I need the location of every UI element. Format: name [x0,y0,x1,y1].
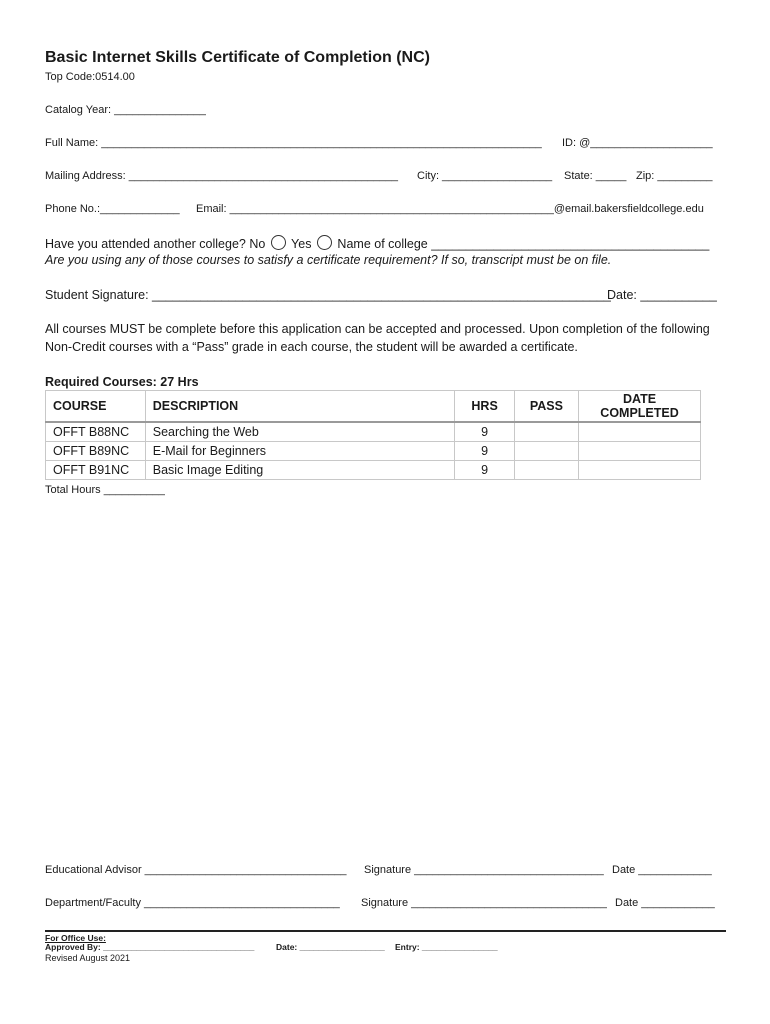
state-field[interactable]: State: _____ [564,170,627,182]
required-courses-heading: Required Courses: 27 Hrs [45,375,199,389]
college-name-field[interactable]: Name of college ________________________________________ [337,237,710,251]
student-signature-field[interactable]: Student Signature: __________________________________________________________________ [45,288,611,302]
date-completed-cell[interactable] [579,442,701,461]
course-description: Basic Image Editing [145,461,455,480]
no-radio-icon[interactable] [271,235,286,250]
office-entry-field[interactable]: Entry: ________________ [395,942,498,952]
approved-by-field[interactable]: Approved By: ________________________________ [45,942,255,952]
course-hrs: 9 [455,442,514,461]
department-field[interactable]: Department/Faculty ________________________________ [45,897,340,909]
attended-question: Have you attended another college? [45,237,246,251]
divider [45,930,726,932]
zip-field[interactable]: Zip: _________ [636,170,713,182]
total-hours-field[interactable]: Total Hours __________ [45,484,165,496]
attended-college-row [45,235,709,251]
student-date-field[interactable]: Date: ___________ [607,288,717,302]
student-id-field[interactable]: ID: @____________________ [562,137,713,149]
pass-cell[interactable] [514,442,578,461]
header-date-completed: DATE COMPLETED [579,391,701,423]
table-header-row [46,391,701,423]
transcript-question: Are you using any of those courses to satisfy a certificate requirement? If so, transcript must be on file. [45,253,612,267]
revised-date: Revised August 2021 [45,953,131,963]
header-description: DESCRIPTION [145,391,455,423]
department-signature-field[interactable]: Signature ________________________________ [361,897,607,909]
header-pass: PASS [514,391,578,423]
course-code: OFFT B91NC [46,461,146,480]
catalog-year-field[interactable]: Catalog Year: _______________ [45,104,206,116]
pass-cell[interactable] [514,422,578,442]
table-row [46,461,701,480]
full-name-field[interactable]: Full Name: ________________________________________________________________________ [45,137,542,149]
header-hrs: HRS [455,391,514,423]
top-code: Top Code:0514.00 [45,71,135,83]
email-field[interactable]: Email: _____________________________________________________@email.bakersfieldcollege.edu [196,203,704,215]
header-course: COURSE [46,391,146,423]
form-title: Basic Internet Skills Certificate of Completion (NC) [45,49,430,66]
advisor-date-field[interactable]: Date ____________ [612,864,712,876]
yes-label: Yes [291,237,312,251]
course-code: OFFT B89NC [46,442,146,461]
notice-line-2: Non-Credit courses with a “Pass” grade in each course, the student will be awarded a certificate. [45,340,578,354]
course-description: E-Mail for Beginners [145,442,455,461]
department-date-field[interactable]: Date ____________ [615,897,715,909]
mailing-address-field[interactable]: Mailing Address: ____________________________________________ [45,170,398,182]
courses-table [45,390,701,480]
table-row [46,442,701,461]
table-row [46,422,701,442]
notice-line-1: All courses MUST be complete before this application can be accepted and processed. Upon completion of the following [45,322,710,336]
advisor-field[interactable]: Educational Advisor _________________________________ [45,864,347,876]
office-date-field[interactable]: Date: __________________ [276,942,385,952]
phone-field[interactable]: Phone No.:_____________ [45,203,180,215]
course-description: Searching the Web [145,422,455,442]
no-label: No [249,237,266,251]
date-completed-cell[interactable] [579,461,701,480]
office-use-label: For Office Use: [45,933,106,943]
advisor-signature-field[interactable]: Signature _______________________________ [364,864,604,876]
course-hrs: 9 [455,422,514,442]
city-field[interactable]: City: __________________ [417,170,553,182]
date-completed-cell[interactable] [579,422,701,442]
pass-cell[interactable] [514,461,578,480]
course-code: OFFT B88NC [46,422,146,442]
yes-radio-icon[interactable] [317,235,332,250]
course-hrs: 9 [455,461,514,480]
